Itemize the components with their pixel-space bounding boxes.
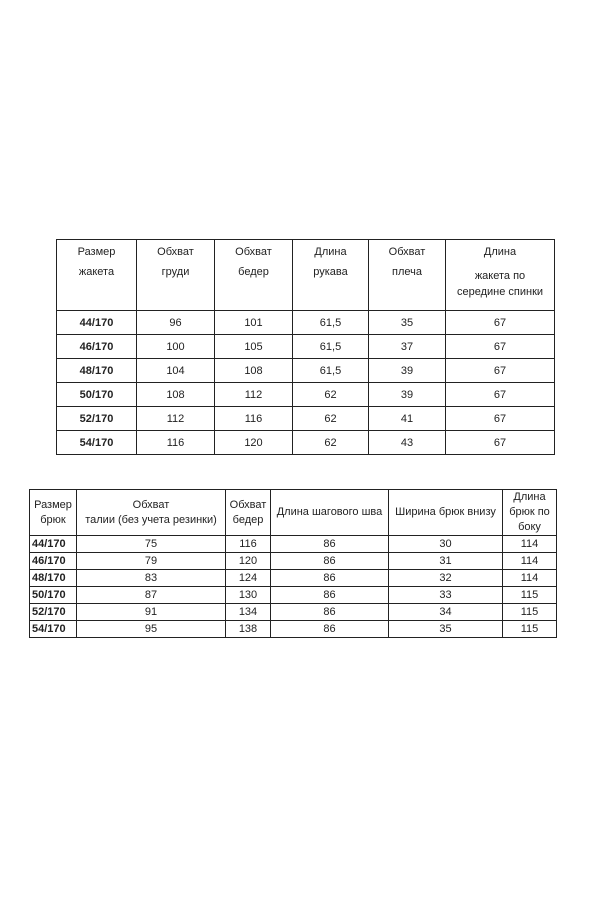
pants-header-inseam [271, 490, 389, 536]
size-cell: 54/170 [30, 621, 77, 638]
table-cell: 61,5 [293, 359, 369, 383]
table-cell: 104 [137, 359, 215, 383]
table-cell: 61,5 [293, 311, 369, 335]
header-line: жакета по [474, 270, 526, 282]
table-row [57, 335, 555, 359]
table-cell: 134 [226, 604, 271, 621]
size-cell: 50/170 [57, 383, 137, 407]
size-cell: 54/170 [57, 431, 137, 455]
pants-header-row [30, 490, 557, 536]
table-cell: 108 [137, 383, 215, 407]
header-line: Размер [34, 498, 72, 511]
table-cell: 130 [226, 587, 271, 604]
table-cell: 43 [369, 431, 446, 455]
jacket-header-hips [215, 240, 293, 311]
pants-header-hem-width [389, 490, 503, 536]
table-cell: 86 [271, 604, 389, 621]
size-cell: 52/170 [57, 407, 137, 431]
header-line: талии (без учета резинки) [85, 513, 217, 526]
table-cell: 62 [293, 431, 369, 455]
table-cell: 79 [77, 553, 226, 570]
header-line: Обхват [388, 246, 426, 258]
header-line: жакета [78, 266, 115, 278]
jacket-header-row [57, 240, 555, 311]
header-line: Обхват [229, 498, 267, 511]
table-cell: 86 [271, 536, 389, 553]
table-cell: 115 [503, 621, 557, 638]
jacket-header-chest [137, 240, 215, 311]
size-cell: 52/170 [30, 604, 77, 621]
header-line: бедер [238, 266, 269, 278]
table-cell: 87 [77, 587, 226, 604]
table-cell: 112 [215, 383, 293, 407]
header-line: Размер [77, 246, 116, 258]
table-cell: 31 [389, 553, 503, 570]
table-cell: 41 [369, 407, 446, 431]
table-cell: 86 [271, 621, 389, 638]
table-cell: 105 [215, 335, 293, 359]
table-cell: 33 [389, 587, 503, 604]
header-line: брюк [40, 513, 66, 526]
table-cell: 114 [503, 553, 557, 570]
table-cell: 91 [77, 604, 226, 621]
table-cell: 67 [446, 311, 555, 335]
table-row [30, 587, 557, 604]
table-cell: 95 [77, 621, 226, 638]
jacket-header-sleeve [293, 240, 369, 311]
header-line: середине спинки [456, 286, 544, 298]
table-row [30, 570, 557, 587]
table-row [57, 431, 555, 455]
table-cell: 116 [137, 431, 215, 455]
pants-header-size [30, 490, 77, 536]
table-cell: 120 [215, 431, 293, 455]
table-cell: 35 [369, 311, 446, 335]
table-cell: 101 [215, 311, 293, 335]
size-cell: 48/170 [57, 359, 137, 383]
header-line: груди [161, 266, 190, 278]
table-cell: 61,5 [293, 335, 369, 359]
table-cell: 114 [503, 570, 557, 587]
table-cell: 67 [446, 335, 555, 359]
table-cell: 32 [389, 570, 503, 587]
table-cell: 124 [226, 570, 271, 587]
table-cell: 108 [215, 359, 293, 383]
table-cell: 67 [446, 431, 555, 455]
table-row [57, 359, 555, 383]
size-cell: 46/170 [30, 553, 77, 570]
pants-header-waist [77, 490, 226, 536]
pants-header-hips [226, 490, 271, 536]
jacket-header-size [57, 240, 137, 311]
table-cell: 96 [137, 311, 215, 335]
size-cell: 50/170 [30, 587, 77, 604]
table-row [57, 383, 555, 407]
table-cell: 67 [446, 359, 555, 383]
table-cell: 62 [293, 407, 369, 431]
table-cell: 114 [503, 536, 557, 553]
table-row [30, 604, 557, 621]
header-line: Длина [314, 246, 347, 258]
table-cell: 115 [503, 587, 557, 604]
table-cell: 62 [293, 383, 369, 407]
table-cell: 115 [503, 604, 557, 621]
table-cell: 34 [389, 604, 503, 621]
pants-size-table [29, 489, 557, 638]
table-cell: 83 [77, 570, 226, 587]
table-cell: 75 [77, 536, 226, 553]
jacket-size-table [56, 239, 555, 455]
header-line: Длина шагового шва [276, 506, 383, 518]
table-cell: 112 [137, 407, 215, 431]
table-cell: 86 [271, 587, 389, 604]
header-line: Длина [513, 491, 546, 503]
header-line: бедер [232, 513, 264, 526]
table-row [30, 621, 557, 638]
header-line: плеча [392, 266, 422, 278]
table-row [30, 553, 557, 570]
header-line: Ширина брюк внизу [395, 506, 496, 518]
table-row [57, 311, 555, 335]
table-cell: 39 [369, 359, 446, 383]
table-cell: 86 [271, 570, 389, 587]
size-cell: 44/170 [30, 536, 77, 553]
table-cell: 86 [271, 553, 389, 570]
table-cell: 67 [446, 407, 555, 431]
header-line: Длина [483, 246, 517, 258]
size-cell: 44/170 [57, 311, 137, 335]
table-row [30, 536, 557, 553]
size-cell: 48/170 [30, 570, 77, 587]
table-cell: 37 [369, 335, 446, 359]
header-line: Обхват [235, 246, 272, 258]
size-cell: 46/170 [57, 335, 137, 359]
header-line: рукава [313, 266, 348, 278]
table-cell: 39 [369, 383, 446, 407]
table-row [57, 407, 555, 431]
table-cell: 116 [226, 536, 271, 553]
jacket-header-shoulder [369, 240, 446, 311]
header-line: Обхват [157, 246, 194, 258]
table-cell: 138 [226, 621, 271, 638]
table-cell: 116 [215, 407, 293, 431]
header-line: Обхват [132, 498, 170, 511]
table-cell: 120 [226, 553, 271, 570]
table-cell: 30 [389, 536, 503, 553]
table-cell: 67 [446, 383, 555, 407]
pants-header-side-length [503, 490, 557, 536]
table-cell: 100 [137, 335, 215, 359]
table-cell: 35 [389, 621, 503, 638]
jacket-header-length [446, 240, 555, 311]
header-line: брюк по боку [509, 506, 550, 533]
